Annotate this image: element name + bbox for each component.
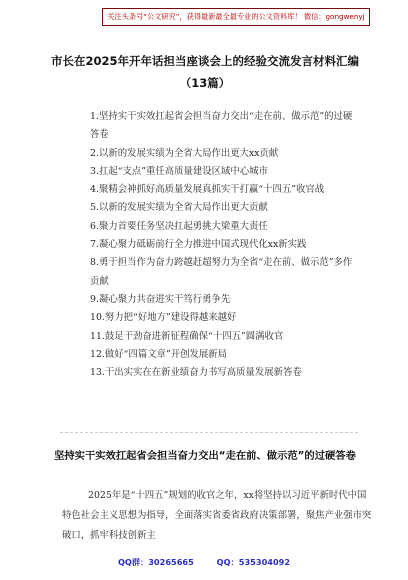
qq-group-label: QQ群：30265665 [117, 557, 194, 567]
toc-item: 11.鼓足干劲奋进新征程确保“十四五”圆满收官 [90, 330, 284, 342]
promo-banner: 关注头条号“公文研究”，获得最新最全最专业的公文资料库！ 微信：gongwenyj [102, 8, 370, 26]
toc-item: 2.以新的发展实绩为全省大局作出更大xx贡献 [90, 147, 279, 159]
section-divider [60, 432, 358, 433]
toc-item: 12.做好“四篇文章”开创发展新局 [90, 348, 227, 360]
section-heading: 坚持实干实效扛起省会担当奋力交出“走在前、做示范”的过硬答卷 [54, 450, 356, 462]
table-of-contents [90, 108, 360, 382]
contact-footer [0, 557, 408, 568]
toc-item: 6.聚力首要任务坚决扛起勇挑大梁重大责任 [90, 220, 268, 232]
toc-item: 5.以新的发展实绩为全省大局作出更大贡献 [90, 202, 268, 214]
toc-item: 8.勇于担当作为奋力跨越赶超努力为全省“走在前、做示范”多作贡献 [90, 257, 353, 287]
toc-item: 4.聚精会神抓好高质量发展真抓实干打赢“十四五”收官战 [90, 184, 325, 196]
toc-item: 7.凝心聚力砥砺前行全力推进中国式现代化xx新实践 [90, 239, 307, 251]
toc-item: 13.干出实实在在新业绩奋力书写高质量发展新答卷 [90, 367, 302, 379]
toc-item: 10.努力把“好地方”建设得越来越好 [90, 312, 237, 324]
body-paragraph: 2025年是“十四五”规划的收官之年，xx将坚持以习近平新时代中国特色社会主义思想为指导，全面落实省委省政府决策部署，聚焦产业强市突破口，抓牢科技创新主 [62, 490, 372, 541]
document-title: 市长在2025年开年话担当座谈会上的经验交流发言材料汇编（13篇） [50, 54, 359, 90]
toc-item: 1.坚持实干实效扛起省会担当奋力交出“走在前、做示范”的过硬答卷 [90, 111, 353, 141]
toc-item: 3.扛起“支点”重任高质量建设区域中心城市 [90, 165, 268, 177]
toc-item: 9.凝心聚力共奋进实干笃行勇争先 [90, 293, 231, 305]
qq-label: QQ：535304092 [216, 557, 291, 567]
